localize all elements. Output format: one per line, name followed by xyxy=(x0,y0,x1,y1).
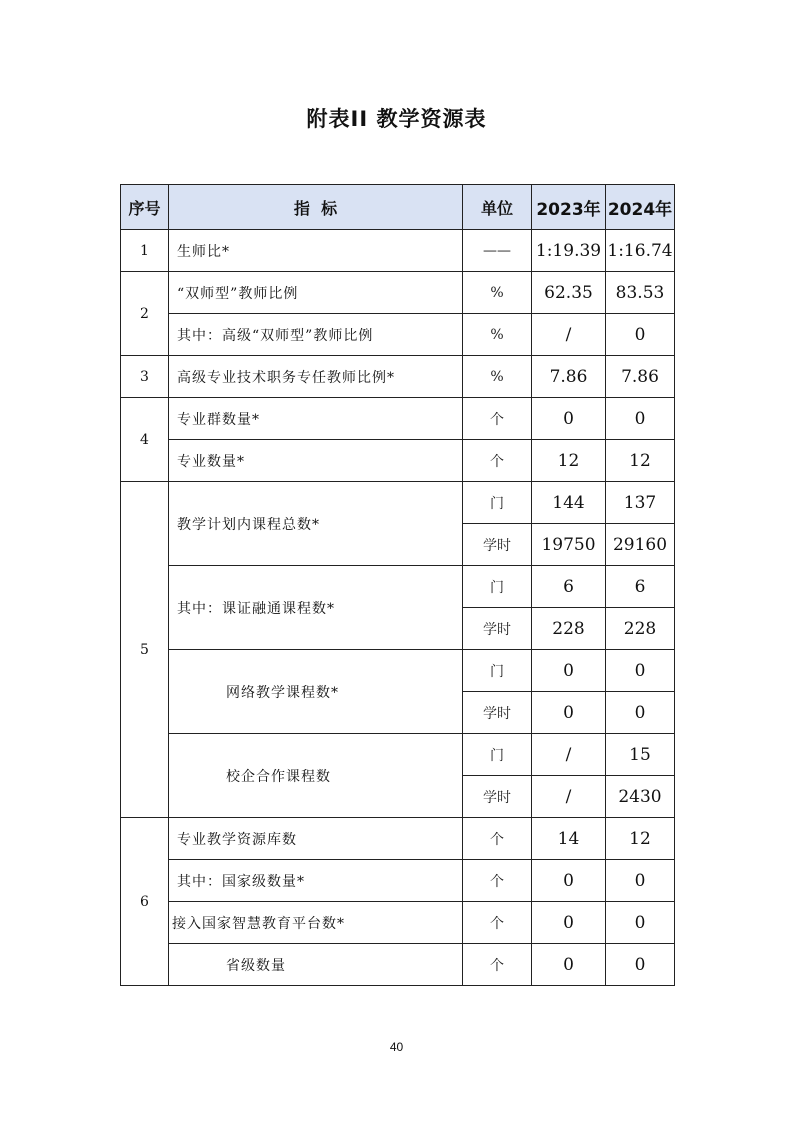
value-2024-cell: 12 xyxy=(606,440,675,482)
unit-cell: 学时 xyxy=(463,524,532,566)
indicator-cell: “双师型”教师比例 xyxy=(169,272,463,314)
seq-cell: 1 xyxy=(121,230,169,272)
value-2023-cell: 0 xyxy=(532,650,606,692)
indicator-cell: 校企合作课程数 xyxy=(169,734,463,818)
value-2024-cell: 0 xyxy=(606,692,675,734)
header-2024: 2024年 xyxy=(606,185,675,230)
value-2024-cell: 1:16.74 xyxy=(606,230,675,272)
seq-cell: 6 xyxy=(121,818,169,986)
indicator-cell: 高级专业技术职务专任教师比例* xyxy=(169,356,463,398)
table-row xyxy=(121,314,675,356)
header-seq: 序号 xyxy=(121,185,169,230)
teaching-resources-table xyxy=(120,184,675,986)
value-2023-cell: 7.86 xyxy=(532,356,606,398)
table-row xyxy=(121,650,675,692)
value-2024-cell: 228 xyxy=(606,608,675,650)
indicator-cell: 网络教学课程数* xyxy=(169,650,463,734)
header-unit: 单位 xyxy=(463,185,532,230)
value-2024-cell: 137 xyxy=(606,482,675,524)
table-row xyxy=(121,356,675,398)
value-2023-cell: / xyxy=(532,776,606,818)
value-2023-cell: 0 xyxy=(532,860,606,902)
unit-cell: 个 xyxy=(463,818,532,860)
value-2024-cell: 0 xyxy=(606,650,675,692)
value-2023-cell: 0 xyxy=(532,692,606,734)
value-2023-cell: 12 xyxy=(532,440,606,482)
value-2023-cell: 0 xyxy=(532,944,606,986)
header-row xyxy=(121,185,675,230)
table-row xyxy=(121,230,675,272)
value-2024-cell: 12 xyxy=(606,818,675,860)
table-row xyxy=(121,902,675,944)
unit-cell: 个 xyxy=(463,398,532,440)
table-row xyxy=(121,860,675,902)
value-2023-cell: 62.35 xyxy=(532,272,606,314)
table-row xyxy=(121,398,675,440)
unit-cell: 门 xyxy=(463,566,532,608)
value-2023-cell: 14 xyxy=(532,818,606,860)
table-row xyxy=(121,818,675,860)
value-2023-cell: 6 xyxy=(532,566,606,608)
indicator-cell: 生师比* xyxy=(169,230,463,272)
value-2023-cell: 228 xyxy=(532,608,606,650)
value-2023-cell: 1:19.39 xyxy=(532,230,606,272)
unit-cell: 门 xyxy=(463,650,532,692)
unit-cell: —— xyxy=(463,230,532,272)
value-2024-cell: 0 xyxy=(606,398,675,440)
indicator-cell: 其中：国家级数量* xyxy=(169,860,463,902)
value-2024-cell: 0 xyxy=(606,944,675,986)
value-2023-cell: 144 xyxy=(532,482,606,524)
indicator-cell: 接入国家智慧教育平台数* xyxy=(169,902,463,944)
unit-cell: 个 xyxy=(463,902,532,944)
indicator-cell: 其中：课证融通课程数* xyxy=(169,566,463,650)
table-row xyxy=(121,734,675,776)
value-2024-cell: 0 xyxy=(606,860,675,902)
unit-cell: 学时 xyxy=(463,608,532,650)
indicator-cell: 专业教学资源库数 xyxy=(169,818,463,860)
unit-cell: % xyxy=(463,356,532,398)
unit-cell: 门 xyxy=(463,734,532,776)
page-number: 40 xyxy=(389,1040,404,1054)
value-2023-cell: / xyxy=(532,314,606,356)
unit-cell: % xyxy=(463,272,532,314)
value-2024-cell: 0 xyxy=(606,902,675,944)
unit-cell: % xyxy=(463,314,532,356)
value-2024-cell: 29160 xyxy=(606,524,675,566)
table-row xyxy=(121,272,675,314)
table-row xyxy=(121,944,675,986)
unit-cell: 学时 xyxy=(463,776,532,818)
indicator-cell: 专业群数量* xyxy=(169,398,463,440)
table-row xyxy=(121,440,675,482)
value-2024-cell: 2430 xyxy=(606,776,675,818)
unit-cell: 门 xyxy=(463,482,532,524)
value-2024-cell: 7.86 xyxy=(606,356,675,398)
seq-cell: 2 xyxy=(121,272,169,356)
seq-cell: 5 xyxy=(121,482,169,818)
unit-cell: 学时 xyxy=(463,692,532,734)
unit-cell: 个 xyxy=(463,944,532,986)
header-2023: 2023年 xyxy=(532,185,606,230)
indicator-cell: 教学计划内课程总数* xyxy=(169,482,463,566)
table-row xyxy=(121,482,675,524)
value-2024-cell: 15 xyxy=(606,734,675,776)
seq-cell: 3 xyxy=(121,356,169,398)
value-2023-cell: 0 xyxy=(532,902,606,944)
header-indicator: 指 标 xyxy=(169,185,463,230)
indicator-cell: 其中：高级“双师型”教师比例 xyxy=(169,314,463,356)
indicator-cell: 省级数量 xyxy=(169,944,463,986)
seq-cell: 4 xyxy=(121,398,169,482)
value-2023-cell: / xyxy=(532,734,606,776)
page-title: 附表II 教学资源表 xyxy=(306,107,487,131)
unit-cell: 个 xyxy=(463,860,532,902)
value-2023-cell: 0 xyxy=(532,398,606,440)
indicator-cell: 专业数量* xyxy=(169,440,463,482)
unit-cell: 个 xyxy=(463,440,532,482)
value-2024-cell: 0 xyxy=(606,314,675,356)
value-2023-cell: 19750 xyxy=(532,524,606,566)
value-2024-cell: 83.53 xyxy=(606,272,675,314)
table-row xyxy=(121,566,675,608)
value-2024-cell: 6 xyxy=(606,566,675,608)
